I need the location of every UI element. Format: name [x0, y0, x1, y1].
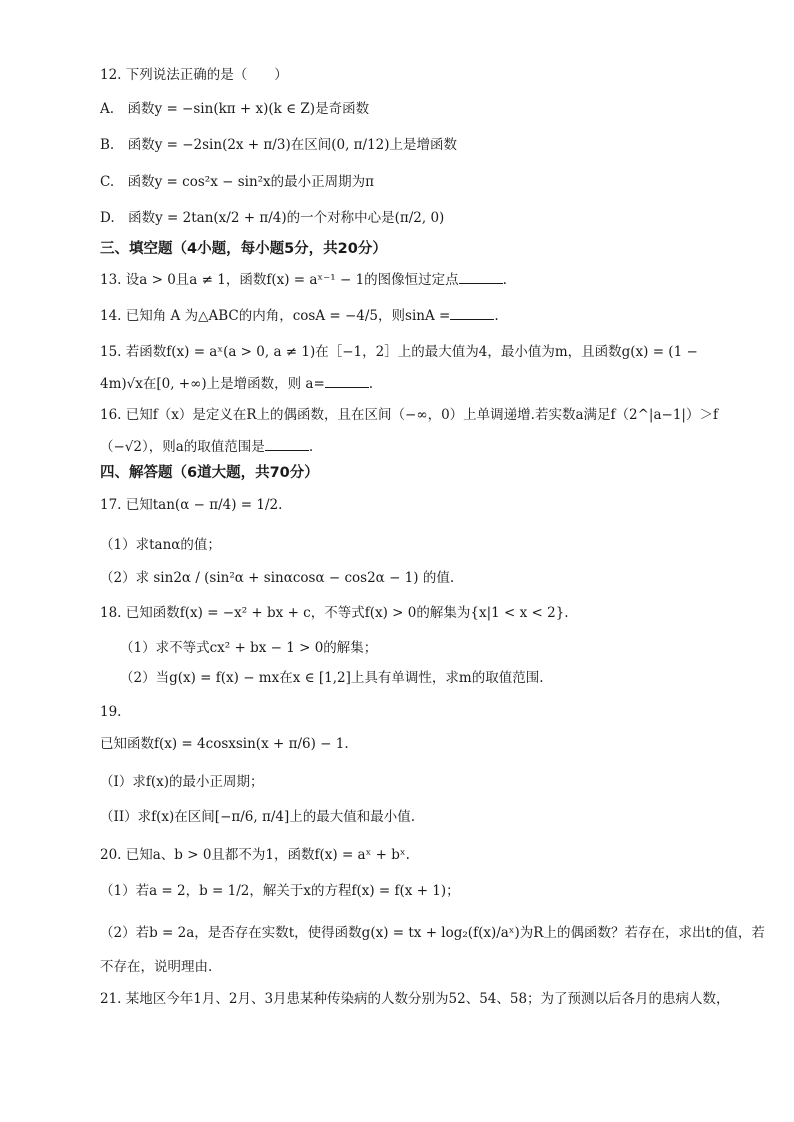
q15-line1: 15. 若函数f(x) = aˣ(a > 0, a ≠ 1)在［−1，2］上的最大值为4，最小值为m，且函数g(x) = (1 − [100, 344, 698, 360]
q17-part2: （2）求 sin2α / (sin²α + sinαcosα − cos2α − 1) 的值. [100, 570, 455, 586]
section-fill-blank-heading: 三、填空题（4小题，每小题5分，共20分） [100, 241, 387, 257]
q16-line1: 16. 已知f（x）是定义在R上的偶函数，且在区间（−∞，0）上单调递增.若实数a满足f（2^|a−1|）＞f [100, 407, 718, 423]
q16-line2: （−√2），则a的取值范围是 . [100, 439, 314, 455]
q18-stem: 18. 已知函数f(x) = −x² + bx + c，不等式f(x) > 0的解集为{x|1 < x < 2}. [100, 605, 569, 621]
q15-line2: 4m)√x在[0, +∞)上是增函数，则 a= . [100, 376, 374, 392]
q13-text: 13. 设a > 0且a ≠ 1，函数f(x) = aˣ⁻¹ − 1的图像恒过定点 [100, 272, 459, 288]
q20-part2-line2: 不存在，说明理由. [100, 959, 213, 975]
q14-text: 14. 已知角 A 为△ABC的内角，cosA = −4/5，则sinA = [100, 308, 451, 324]
q12-option-d: D. 函数y = 2tan(x/2 + π/4)的一个对称中心是(π/2, 0) [100, 210, 445, 226]
q12-option-a: A. 函数y = −sin(kπ + x)(k ∈ Z)是奇函数 [100, 101, 370, 117]
q19-part2: （II）求f(x)在区间[−π/6, π/4]上的最大值和最小值. [100, 809, 416, 825]
q19-stem: 已知函数f(x) = 4cosxsin(x + π/6) − 1. [100, 736, 349, 752]
question-14: 14. 已知角 A 为△ABC的内角，cosA = −4/5，则sinA = . [100, 308, 499, 324]
q20-part1: （1）若a = 2，b = 1/2，解关于x的方程f(x) = f(x + 1)； [100, 883, 460, 899]
q18-part2: （2）当g(x) = f(x) − mx在x ∈ [1,2]上具有单调性，求m的取值范围. [120, 670, 544, 686]
q16-line2-text: （−√2），则a的取值范围是 [100, 439, 265, 455]
section-answer-heading: 四、解答题（6道大题，共70分） [100, 465, 319, 481]
q15-blank [325, 375, 369, 388]
q15-line2-text: 4m)√x在[0, +∞)上是增函数，则 a= [100, 376, 325, 392]
q17-stem: 17. 已知tan(α − π/4) = 1/2. [100, 497, 283, 513]
q18-part1: （1）求不等式cx² + bx − 1 > 0的解集； [120, 640, 378, 656]
q12-option-b: B. 函数y = −2sin(2x + π/3)在区间(0, π/12)上是增函数 [100, 137, 458, 153]
q16-blank [265, 438, 309, 451]
q19-part1: （I）求f(x)的最小正周期； [100, 774, 264, 790]
question-13: 13. 设a > 0且a ≠ 1，函数f(x) = aˣ⁻¹ − 1的图像恒过定点 . [100, 272, 507, 288]
q19-number: 19. [100, 704, 122, 720]
q14-blank [450, 307, 494, 320]
q20-part2-line1: （2）若b = 2a，是否存在实数t，使得函数g(x) = tx + log₂(f(x)/aˣ)为R上的偶函数？若存在，求出t的值，若 [100, 925, 765, 941]
question-21: 21. 某地区今年1月、2月、3月患某种传染病的人数分别为52、54、58；为了预测以后各月的患病人数， [100, 991, 730, 1007]
q12-option-c: C. 函数y = cos²x − sin²x的最小正周期为π [100, 174, 375, 190]
q13-blank [459, 271, 503, 284]
q17-part1: （1）求tanα的值； [100, 537, 221, 553]
q20-stem: 20. 已知a、b > 0且都不为1，函数f(x) = aˣ + bˣ. [100, 847, 410, 863]
q12-stem: 12. 下列说法正确的是（ ） [100, 67, 288, 83]
